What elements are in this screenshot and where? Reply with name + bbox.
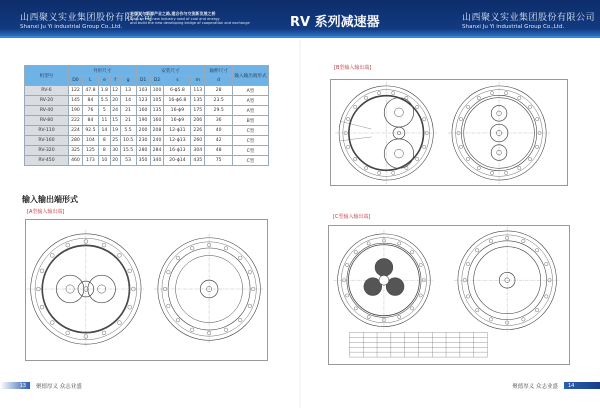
bolt-hole xyxy=(128,269,132,273)
bolt-hole xyxy=(354,307,357,310)
bolt-hole xyxy=(466,262,469,265)
table-cell: 5.5 xyxy=(98,96,110,106)
label-c-type: [C型输入输出端] xyxy=(333,214,371,220)
page-number-right: 14 xyxy=(564,382,600,389)
table-cell: 75 xyxy=(205,156,233,166)
bolt-hole xyxy=(367,315,370,318)
table-cell: C型 xyxy=(233,126,269,136)
table-cell: 8 xyxy=(98,136,110,146)
gear-circle xyxy=(384,98,413,127)
bolt-hole xyxy=(354,157,357,160)
bolt-hole xyxy=(118,254,122,258)
bolt-hole xyxy=(535,308,538,311)
drawing-b-type xyxy=(330,79,568,186)
table-cell: 304 xyxy=(191,146,205,156)
table-cell: 123 xyxy=(136,96,150,106)
table-cell: 76 xyxy=(82,106,98,116)
table-cell: 15 xyxy=(110,116,120,126)
table-cell: 105 xyxy=(150,96,164,106)
bolt-hole xyxy=(167,304,171,308)
table-cell: 84 xyxy=(82,96,98,106)
sub-header: D1 xyxy=(136,76,150,86)
table-cell: 16-ϕ13 xyxy=(164,146,191,156)
table-cell: 20-ϕ14 xyxy=(164,156,191,166)
col-outline: 外形尺寸 xyxy=(69,66,137,76)
table-cell: 21 xyxy=(120,116,136,126)
table-cell: 135 xyxy=(191,96,205,106)
table-cell: 240 xyxy=(150,136,164,146)
header-banner xyxy=(0,0,600,38)
table-cell: 190 xyxy=(136,116,150,126)
bolt-hole xyxy=(459,117,462,120)
bolt-hole xyxy=(40,269,44,273)
table-cell: B型 xyxy=(233,116,269,126)
page-title: RV 系列减速器 xyxy=(290,15,380,30)
table-cell: 24 xyxy=(110,106,120,116)
bolt-hole xyxy=(410,307,413,310)
table-cell: 260 xyxy=(191,136,205,146)
model-cell: RV-450 xyxy=(25,156,69,166)
bolt-hole xyxy=(190,246,194,250)
label-b-type: [B型输入输出端] xyxy=(334,65,372,71)
bolt-hole xyxy=(419,294,422,297)
table-cell: 460 xyxy=(69,156,83,166)
bolt-hole xyxy=(416,157,419,160)
table-cell: 12 xyxy=(110,86,120,96)
table-cell: 16-ϕ6.8 xyxy=(164,96,191,106)
label-a-type: [A型输入输出端] xyxy=(27,209,65,215)
table-cell: 284 xyxy=(150,146,164,156)
bolt-hole xyxy=(392,91,395,94)
bolt-hole xyxy=(398,242,401,245)
col-model: 机型号 xyxy=(25,66,69,86)
table-cell: A型 xyxy=(233,86,269,96)
table-cell: 28 xyxy=(205,86,233,96)
table-cell: 135 xyxy=(150,106,164,116)
gear-hub xyxy=(395,149,404,158)
table-cell: 100 xyxy=(150,86,164,96)
bolt-hole xyxy=(398,315,401,318)
table-cell: 5.5 xyxy=(120,126,136,136)
table-row xyxy=(25,126,269,136)
table-cell: 20 xyxy=(110,156,120,166)
bolt-hole xyxy=(238,256,242,260)
bolt-hole xyxy=(535,145,538,148)
table-cell: 325 xyxy=(69,146,83,156)
bolt-hole xyxy=(346,117,349,120)
table-cell: 122 xyxy=(69,86,83,96)
bolt-hole xyxy=(504,91,507,94)
table-cell: 230 xyxy=(136,136,150,146)
table-cell: 1.8 xyxy=(98,86,110,96)
bolt-hole xyxy=(477,166,480,169)
bolt-hole xyxy=(392,171,395,174)
page-number-left: 13 xyxy=(0,382,30,389)
bolt-hole xyxy=(518,96,521,99)
table-cell: 103 xyxy=(136,86,150,96)
drawing-a-type xyxy=(25,219,268,361)
bolt-hole xyxy=(489,318,492,321)
bolt-hole xyxy=(102,243,106,247)
bolt-hole xyxy=(364,96,367,99)
motto-left: 聚德厚义 众志业盛 xyxy=(36,383,82,390)
table-cell: 21 xyxy=(120,106,136,116)
bolt-hole xyxy=(423,145,426,148)
bolt-hole xyxy=(346,294,349,297)
bolt-hole xyxy=(66,243,70,247)
slogan-cn: 走煤炭与新源产业之路,建合作与交流新发展之桥 xyxy=(130,11,216,16)
sub-header: s xyxy=(164,76,191,86)
sub-header: D2 xyxy=(150,76,164,86)
sub-header: f xyxy=(110,76,120,86)
spec-table xyxy=(24,65,269,166)
table-row xyxy=(25,116,269,126)
table-cell: 208 xyxy=(150,126,164,136)
model-cell: RV-6 xyxy=(25,86,69,96)
table-cell: 224 xyxy=(69,126,83,136)
bolt-hole xyxy=(248,304,252,308)
bolt-hole xyxy=(545,262,548,265)
bolt-hole xyxy=(224,246,228,250)
bolt-hole xyxy=(40,305,44,309)
table-cell: 84 xyxy=(82,116,98,126)
table-cell: C型 xyxy=(233,156,269,166)
bolt-hole xyxy=(490,171,493,174)
table-cell: 30 xyxy=(110,146,120,156)
table-cell: 29.5 xyxy=(205,106,233,116)
table-cell: 160 xyxy=(136,106,150,116)
table-cell: 125 xyxy=(82,146,98,156)
table-cell: 92.5 xyxy=(82,126,98,136)
bolt-hole xyxy=(528,157,531,160)
company-en: Shanxi Ju Yi industrial Group Co.,Ltd. xyxy=(20,24,123,30)
bolt-hole xyxy=(535,249,538,252)
bolt-hole xyxy=(528,105,531,108)
bolt-hole xyxy=(354,250,357,253)
table-cell: 8 xyxy=(98,146,110,156)
model-cell: RV-110 xyxy=(25,126,69,136)
model-cell: RV-20 xyxy=(25,96,69,106)
table-cell: 12-ϕ13 xyxy=(164,136,191,146)
company-cn: 山西聚义实业集团股份有限公司 xyxy=(462,13,596,23)
company-en: Shanxi Ju Yi industrial Group Co.,Ltd. xyxy=(462,24,565,30)
table-cell: 226 xyxy=(191,126,205,136)
sub-header: d xyxy=(205,76,233,86)
table-cell: 190 xyxy=(69,106,83,116)
table-cell: A型 xyxy=(233,106,269,116)
table-cell: 175 xyxy=(191,106,205,116)
table-cell: 11 xyxy=(98,116,110,126)
bolt-hole xyxy=(190,328,194,332)
table-cell: 20 xyxy=(110,96,120,106)
section-title: 输入输出端形式 xyxy=(22,195,78,204)
model-cell: RV-80 xyxy=(25,116,69,126)
table-cell: 19 xyxy=(110,126,120,136)
table-row xyxy=(25,96,269,106)
bolt-hole xyxy=(522,239,525,242)
bolt-hole xyxy=(346,263,349,266)
bolt-hole xyxy=(367,242,370,245)
motto-right: 聚德厚义 众志业盛 xyxy=(512,383,558,390)
col-type: 输入输出端形式 xyxy=(233,66,269,86)
table-cell: 200 xyxy=(136,126,150,136)
bolt-hole xyxy=(238,318,242,322)
bolt-hole xyxy=(475,249,478,252)
bolt-hole xyxy=(378,91,381,94)
table-cell: 16-ϕ9 xyxy=(164,116,191,126)
table-cell: 36 xyxy=(205,116,233,126)
table-cell: 14 xyxy=(120,96,136,106)
bolt-hole xyxy=(50,321,54,325)
bolt-hole xyxy=(466,105,469,108)
leader-line xyxy=(340,121,371,129)
model-cell: RV-320 xyxy=(25,146,69,156)
bolt-hole xyxy=(167,270,171,274)
bolt-hole xyxy=(66,331,70,335)
gear-circle xyxy=(384,139,413,168)
table-cell: 350 xyxy=(136,156,150,166)
table-cell: 145 xyxy=(69,96,83,106)
table-cell: 280 xyxy=(136,146,150,156)
sub-header: L xyxy=(82,76,98,86)
planet-gear xyxy=(375,259,393,277)
table-cell: A型 xyxy=(233,96,269,106)
table-cell: 40 xyxy=(205,126,233,136)
table-cell: 48 xyxy=(205,146,233,156)
col-install: 安装尺寸 xyxy=(136,66,205,76)
table-cell: C型 xyxy=(233,136,269,146)
bolt-hole xyxy=(459,145,462,148)
slogan-en1: Walk on the new industry road of coal and energy xyxy=(130,16,220,21)
sub-header: m xyxy=(191,76,205,86)
table-cell: 10 xyxy=(98,156,110,166)
sub-header: D0 xyxy=(69,76,83,86)
table-row xyxy=(25,156,269,166)
gear-hub xyxy=(395,108,404,117)
company-name-right xyxy=(462,10,595,30)
table-cell: 23.5 xyxy=(205,96,233,106)
table-cell: 25 xyxy=(110,136,120,146)
bolt-hole xyxy=(176,256,180,260)
bolt-hole xyxy=(477,96,480,99)
table-row xyxy=(25,146,269,156)
table-cell: 340 xyxy=(150,156,164,166)
bolt-hole xyxy=(535,117,538,120)
bolt-hole xyxy=(346,145,349,148)
bolt-hole xyxy=(410,250,413,253)
bolt-hole xyxy=(176,318,180,322)
table-cell: 6-ϕ5.8 xyxy=(164,86,191,96)
table-cell: 16-ϕ9 xyxy=(164,106,191,116)
bolt-hole xyxy=(224,328,228,332)
table-cell: 280 xyxy=(69,136,83,146)
bolt-hole xyxy=(545,295,548,298)
bolt-hole xyxy=(490,91,493,94)
sub-header: g xyxy=(120,76,136,86)
bolt-hole xyxy=(423,117,426,120)
table-cell: 104 xyxy=(82,136,98,146)
table-cell: 173 xyxy=(82,156,98,166)
slogan xyxy=(130,12,250,26)
footer-left xyxy=(0,382,82,389)
table-cell: 42 xyxy=(205,136,233,146)
drawing-c-type xyxy=(328,225,570,365)
page-gutter xyxy=(299,40,301,408)
model-cell: RV-160 xyxy=(25,136,69,146)
table-cell: 53 xyxy=(120,156,136,166)
bolt-hole xyxy=(364,166,367,169)
table-cell: 47.8 xyxy=(82,86,98,96)
bolt-hole xyxy=(378,171,381,174)
table-row xyxy=(25,136,269,146)
table-cell: 435 xyxy=(191,156,205,166)
company-cn: 山西聚义实业集团股份有限公司 xyxy=(20,13,154,23)
bolt-hole xyxy=(489,239,492,242)
bolt-hole xyxy=(50,254,54,258)
bolt-hole xyxy=(419,263,422,266)
model-cell: RV-40 xyxy=(25,106,69,116)
table-row xyxy=(25,106,269,116)
col-shaft: 轴伸尺寸 xyxy=(205,66,233,76)
table-cell: 10.5 xyxy=(120,136,136,146)
bolt-hole xyxy=(248,270,252,274)
bolt-hole xyxy=(354,105,357,108)
bolt-hole xyxy=(416,105,419,108)
slogan-en2: and build the new developing bridge of cooperation and exchange xyxy=(130,21,250,26)
bolt-hole xyxy=(466,157,469,160)
table-cell: 15.5 xyxy=(120,146,136,156)
table-cell: 5 xyxy=(98,106,110,116)
bolt-hole xyxy=(518,166,521,169)
table-cell: 222 xyxy=(69,116,83,126)
bolt-hole xyxy=(475,308,478,311)
sun-gear xyxy=(379,275,389,285)
bolt-hole xyxy=(504,171,507,174)
table-cell: 14 xyxy=(98,126,110,136)
bolt-hole xyxy=(466,295,469,298)
table-cell: C型 xyxy=(233,146,269,156)
table-cell: 13 xyxy=(120,86,136,96)
table-cell: 160 xyxy=(150,116,164,126)
table-cell: 206 xyxy=(191,116,205,126)
bolt-hole xyxy=(128,305,132,309)
table-cell: 12-ϕ11 xyxy=(164,126,191,136)
table-row xyxy=(25,86,269,96)
bolt-hole xyxy=(522,318,525,321)
leader-line xyxy=(340,137,371,141)
bolt-hole xyxy=(102,331,106,335)
table-cell: 113 xyxy=(191,86,205,96)
bolt-hole xyxy=(118,321,122,325)
footer-right xyxy=(512,382,600,389)
sub-header: e xyxy=(98,76,110,86)
